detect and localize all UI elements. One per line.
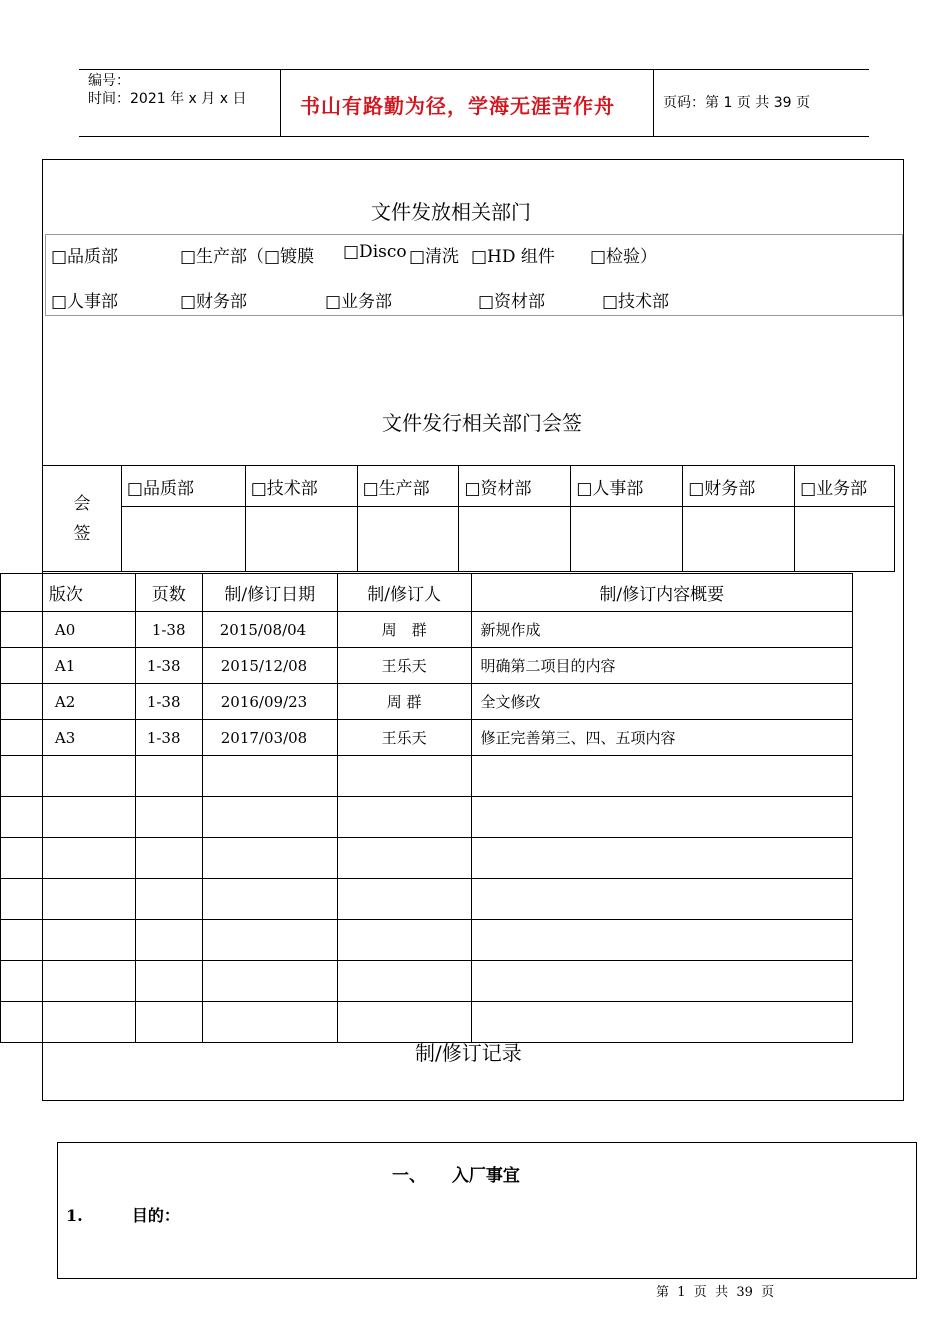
table-row [1, 648, 853, 684]
revision-caption: 制/修订记录 [415, 1041, 522, 1065]
dist-finance[interactable]: □财务部 [180, 292, 248, 312]
cell-date: 2015/12/08 [202, 648, 337, 684]
signoff-label: 会签 [43, 466, 122, 572]
signoff-title: 文件发行相关部门会签 [382, 411, 582, 435]
col-header-version: 版次 [42, 574, 135, 612]
cell-summary: 明确第二项目的内容 [471, 648, 852, 684]
cell-date: 2015/08/04 [202, 612, 337, 648]
signoff-dept-sales[interactable]: □业务部 [795, 466, 895, 507]
header-divider-left [280, 69, 281, 136]
cell-author: 周 群 [337, 684, 471, 720]
dist-hd-module[interactable]: □HD 组件 [471, 247, 555, 267]
signoff-cell[interactable] [571, 507, 683, 572]
revision-blank-cell [1, 720, 43, 756]
table-row [1, 879, 853, 920]
signoff-cell[interactable] [683, 507, 795, 572]
col-header-date: 制/修订日期 [202, 574, 337, 612]
cell-version: A2 [42, 684, 135, 720]
dist-materials[interactable]: □资材部 [478, 292, 546, 312]
revision-table [0, 573, 853, 1043]
table-row [1, 797, 853, 838]
col-header-pages: 页数 [135, 574, 202, 612]
table-row [1, 920, 853, 961]
signoff-cell[interactable] [245, 507, 357, 572]
dist-disco[interactable]: □Disco [343, 242, 407, 262]
dist-technical[interactable]: □技术部 [602, 292, 670, 312]
section-item [66, 1203, 180, 1226]
table-row [1, 612, 853, 648]
page-label: 页码：第 1 页 共 39 页 [663, 95, 810, 111]
table-row [1, 756, 853, 797]
signoff-dept-finance[interactable]: □财务部 [683, 466, 795, 507]
section-item-number: 1. [66, 1206, 83, 1225]
date-label: 时间：2021 年 x 月 x 日 [88, 91, 247, 107]
section-heading [392, 1161, 520, 1186]
cell-author: 王乐天 [337, 720, 471, 756]
cell-pages: 1-38 [135, 684, 202, 720]
dist-cleaning[interactable]: □清洗 [409, 247, 460, 267]
col-header-summary: 制/修订内容概要 [471, 574, 852, 612]
signoff-cell[interactable] [459, 507, 571, 572]
revision-blank-cell [1, 684, 43, 720]
cell-version: A3 [42, 720, 135, 756]
distribution-title: 文件发放相关部门 [371, 200, 531, 224]
header-top-rule [79, 69, 869, 70]
cell-author: 周 群 [337, 612, 471, 648]
dist-hr[interactable]: □人事部 [51, 292, 119, 312]
revision-blank-cell [1, 612, 43, 648]
dist-inspection[interactable]: □检验） [590, 247, 658, 267]
dist-production[interactable]: □生产部（□镀膜 [180, 247, 315, 267]
dist-sales[interactable]: □业务部 [325, 292, 393, 312]
signoff-dept-quality[interactable]: □品质部 [121, 466, 245, 507]
cell-summary: 新规作成 [471, 612, 852, 648]
revision-blank-cell [1, 648, 43, 684]
revision-blank-cell [1, 574, 43, 612]
cell-pages: 1-38 [135, 612, 202, 648]
header-motto: 书山有路勤为径，学海无涯苦作舟 [300, 94, 615, 118]
header-bottom-rule [79, 136, 869, 137]
signoff-cell[interactable] [795, 507, 895, 572]
page-footer: 第 1 页 共 39 页 [656, 1285, 775, 1300]
signoff-cell[interactable] [357, 507, 459, 572]
revision-header-row [1, 574, 853, 612]
table-row [1, 720, 853, 756]
signoff-table [42, 465, 895, 572]
section-heading-text: 入厂事宜 [451, 1166, 520, 1186]
col-header-author: 制/修订人 [337, 574, 471, 612]
header-divider-right [653, 69, 654, 136]
signoff-dept-materials[interactable]: □资材部 [459, 466, 571, 507]
signoff-dept-hr[interactable]: □人事部 [571, 466, 683, 507]
serial-label: 编号： [88, 73, 130, 89]
section-heading-number: 一、 [392, 1166, 426, 1186]
cell-pages: 1-38 [135, 720, 202, 756]
cell-date: 2016/09/23 [202, 684, 337, 720]
cell-author: 王乐天 [337, 648, 471, 684]
table-row [1, 838, 853, 879]
cell-date: 2017/03/08 [202, 720, 337, 756]
cell-summary: 修正完善第三、四、五项内容 [471, 720, 852, 756]
section-item-text: 目的： [131, 1206, 180, 1225]
table-row [1, 961, 853, 1002]
table-row [1, 684, 853, 720]
dist-quality[interactable]: □品质部 [51, 247, 119, 267]
cell-version: A1 [42, 648, 135, 684]
cell-version: A0 [42, 612, 135, 648]
signoff-dept-technical[interactable]: □技术部 [245, 466, 357, 507]
cell-summary: 全文修改 [471, 684, 852, 720]
signoff-cell[interactable] [121, 507, 245, 572]
cell-pages: 1-38 [135, 648, 202, 684]
signoff-dept-production[interactable]: □生产部 [357, 466, 459, 507]
